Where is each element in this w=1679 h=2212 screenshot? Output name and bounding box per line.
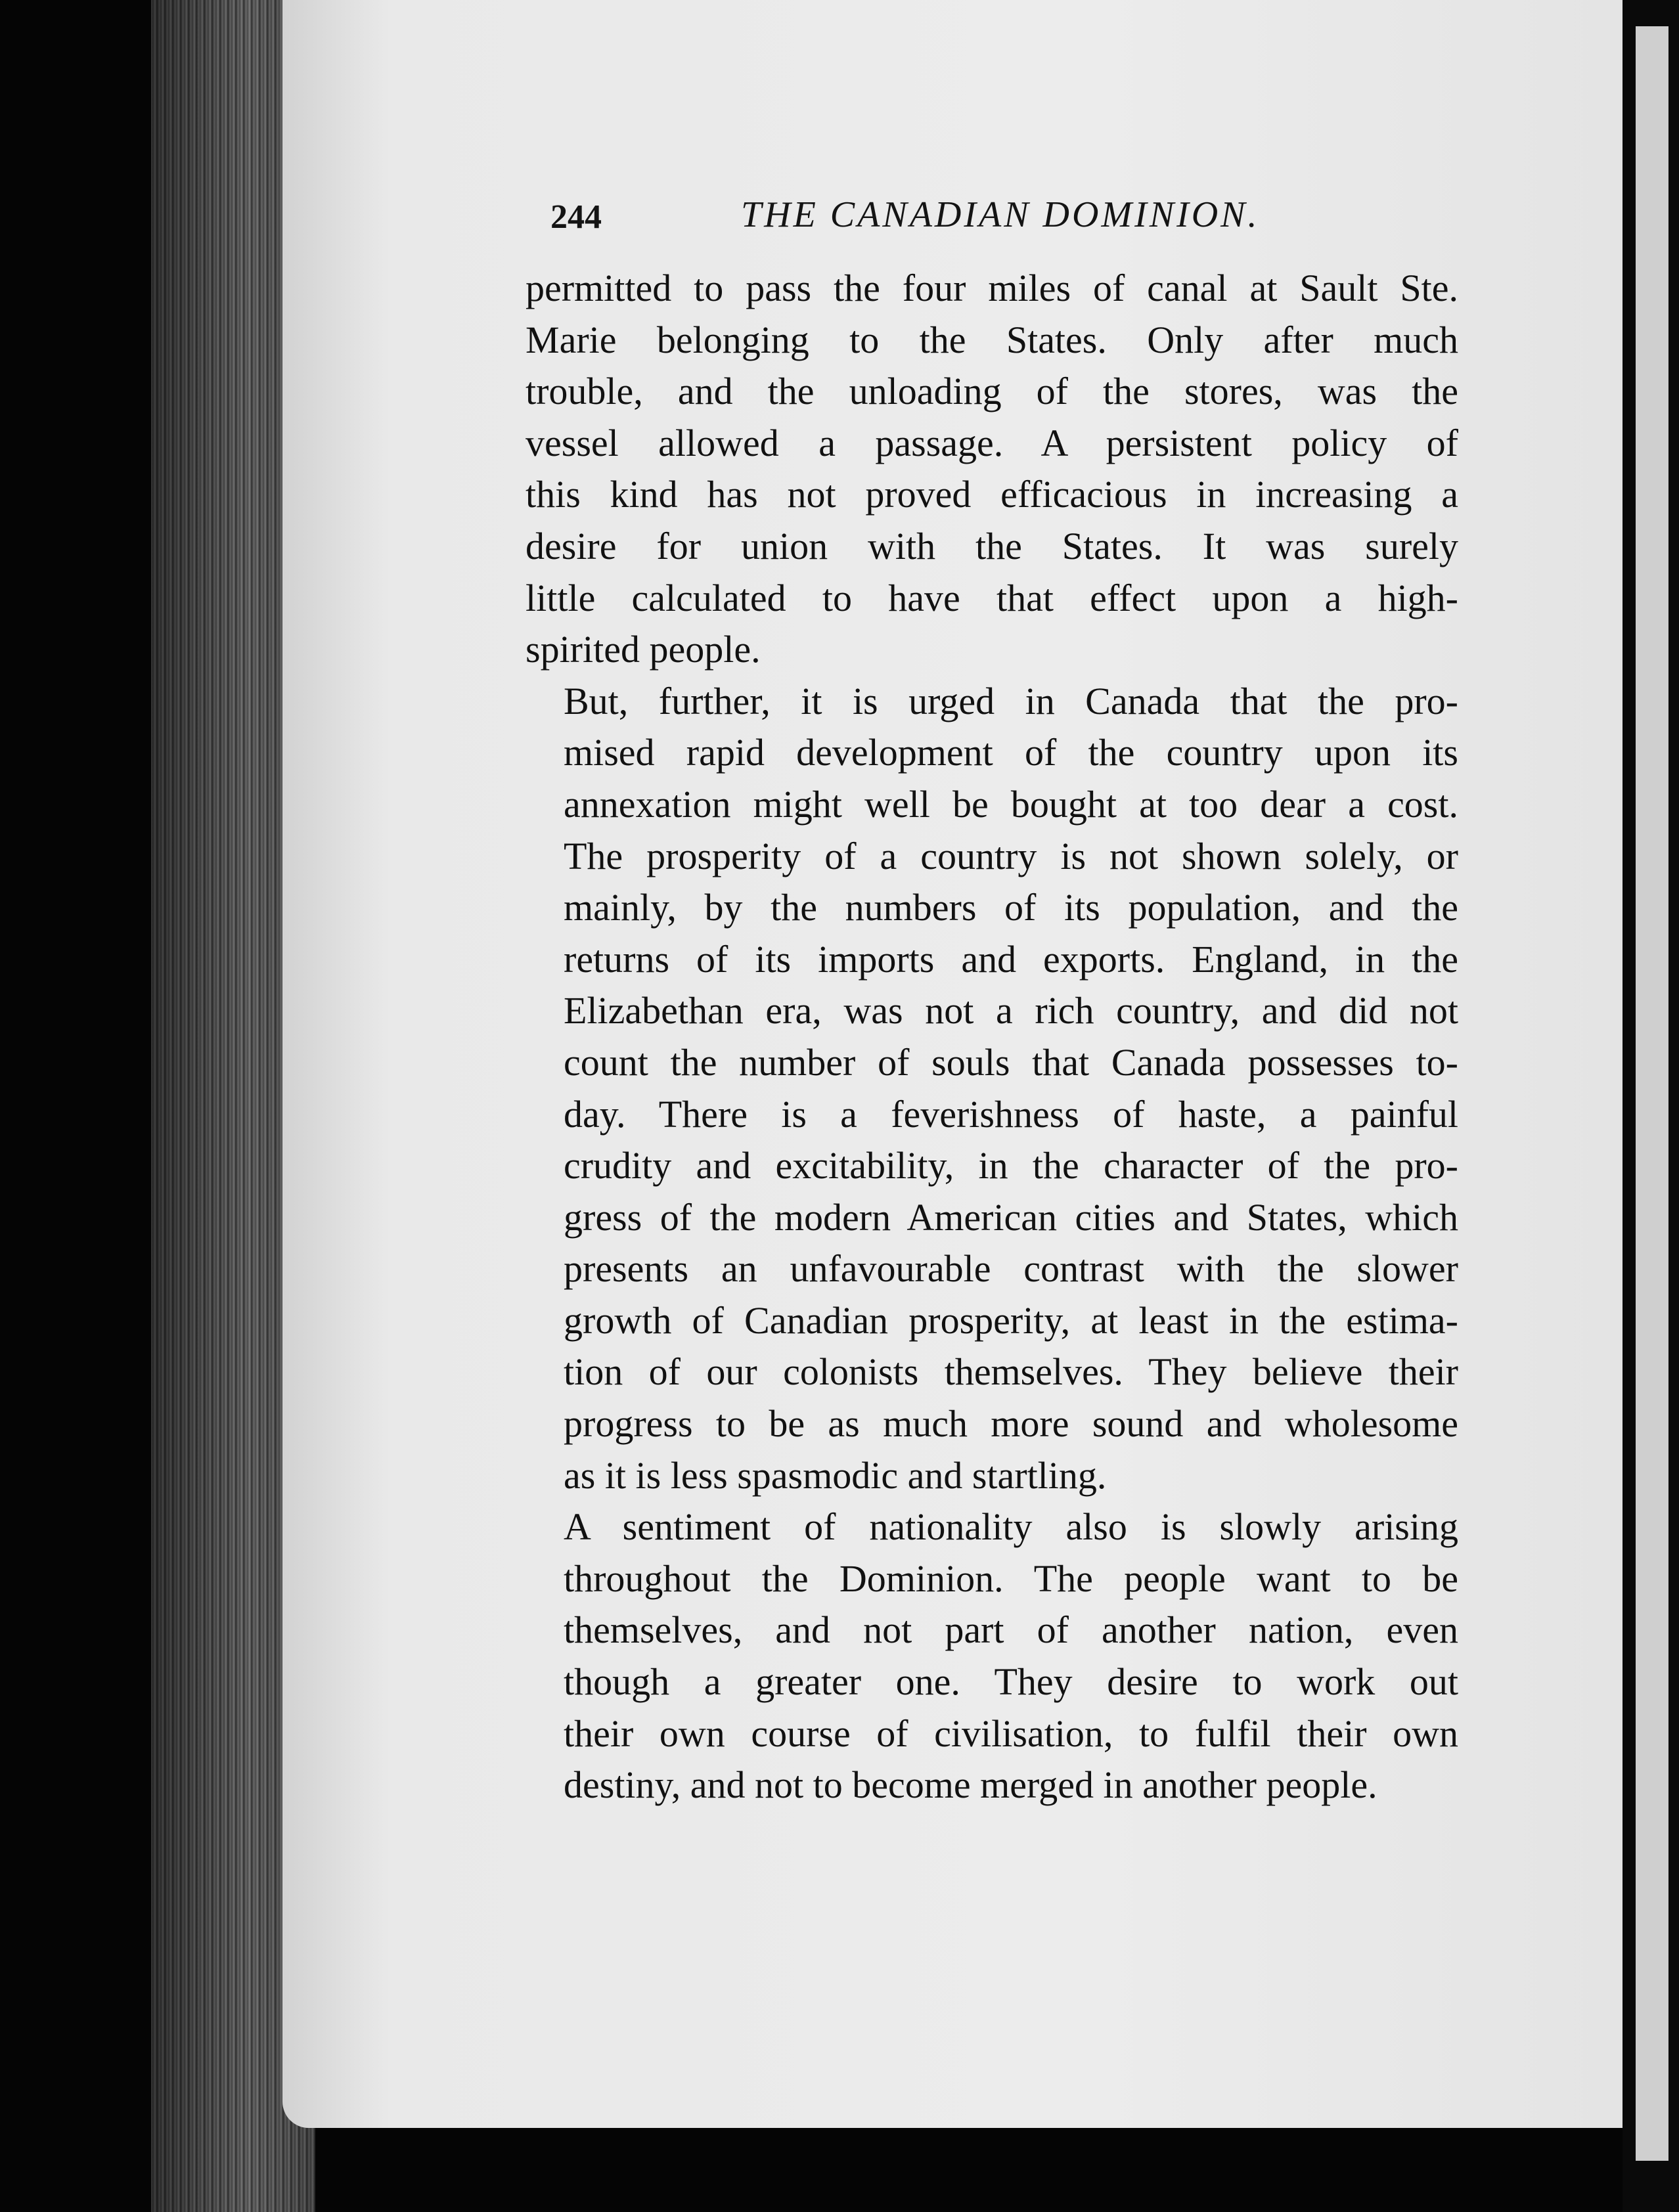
- text-line: tion of our colonists themselves. They believe their: [564, 1350, 1458, 1394]
- facing-page-sliver: [1636, 26, 1668, 2161]
- text-line: mised rapid development of the country upon its: [564, 731, 1458, 774]
- text-line: But, further, it is urged in Canada that the pro-: [564, 679, 1458, 722]
- text-line: as it is less spasmodic and startling.: [564, 1453, 1107, 1497]
- text-line: day. There is a feverishness of haste, a painful: [564, 1092, 1458, 1136]
- text-line: presents an unfavourable contrast with the slower: [564, 1247, 1458, 1291]
- page-number: 244: [550, 198, 602, 236]
- text-line: growth of Canadian prosperity, at least in the estima-: [564, 1298, 1458, 1342]
- text-line: mainly, by the numbers of its population, and the: [564, 886, 1458, 929]
- text-line: returns of its imports and exports. England, in the: [564, 937, 1458, 981]
- paragraph: [526, 676, 1458, 1502]
- text-line: their own course of civilisation, to fulfil their own: [564, 1712, 1458, 1755]
- text-line: The prosperity of a country is not shown solely, or: [564, 834, 1458, 877]
- text-line: permitted to pass the four miles of canal at Sault Ste.: [526, 267, 1458, 309]
- text-line: Elizabethan era, was not a rich country, and did not: [564, 989, 1458, 1032]
- paragraph: [526, 263, 1458, 676]
- text-line: progress to be as much more sound and wholesome: [564, 1402, 1458, 1446]
- text-line: destiny, and not to become merged in another people.: [564, 1763, 1377, 1807]
- text-line: vessel allowed a passage. A persistent policy of: [526, 421, 1458, 464]
- text-line: crudity and excitability, in the character of the pro-: [564, 1144, 1458, 1187]
- text-line: count the number of souls that Canada possesses to-: [564, 1040, 1458, 1084]
- text-line: gress of the modern American cities and States, which: [564, 1195, 1458, 1239]
- text-line: themselves, and not part of another nation, even: [564, 1608, 1458, 1652]
- text-line: A sentiment of nationality also is slowly arising: [564, 1505, 1458, 1549]
- text-line: this kind has not proved efficacious in increasing a: [526, 473, 1458, 516]
- text-line: little calculated to have that effect upon a high-: [526, 576, 1458, 619]
- text-line: though a greater one. They desire to work out: [564, 1660, 1458, 1704]
- text-line: annexation might well be bought at too dear a cost.: [564, 782, 1458, 826]
- text-line: throughout the Dominion. The people want to be: [564, 1557, 1458, 1600]
- page-header: [550, 194, 1312, 246]
- text-line: desire for union with the States. It was surely: [526, 524, 1458, 567]
- running-title: THE CANADIAN DOMINION.: [741, 194, 1260, 235]
- paragraph: [526, 1501, 1458, 1811]
- text-line: spirited people.: [526, 628, 761, 671]
- text-line: Marie belonging to the States. Only after much: [526, 318, 1458, 361]
- body-text: [526, 263, 1458, 1811]
- text-line: trouble, and the unloading of the stores, was the: [526, 370, 1458, 413]
